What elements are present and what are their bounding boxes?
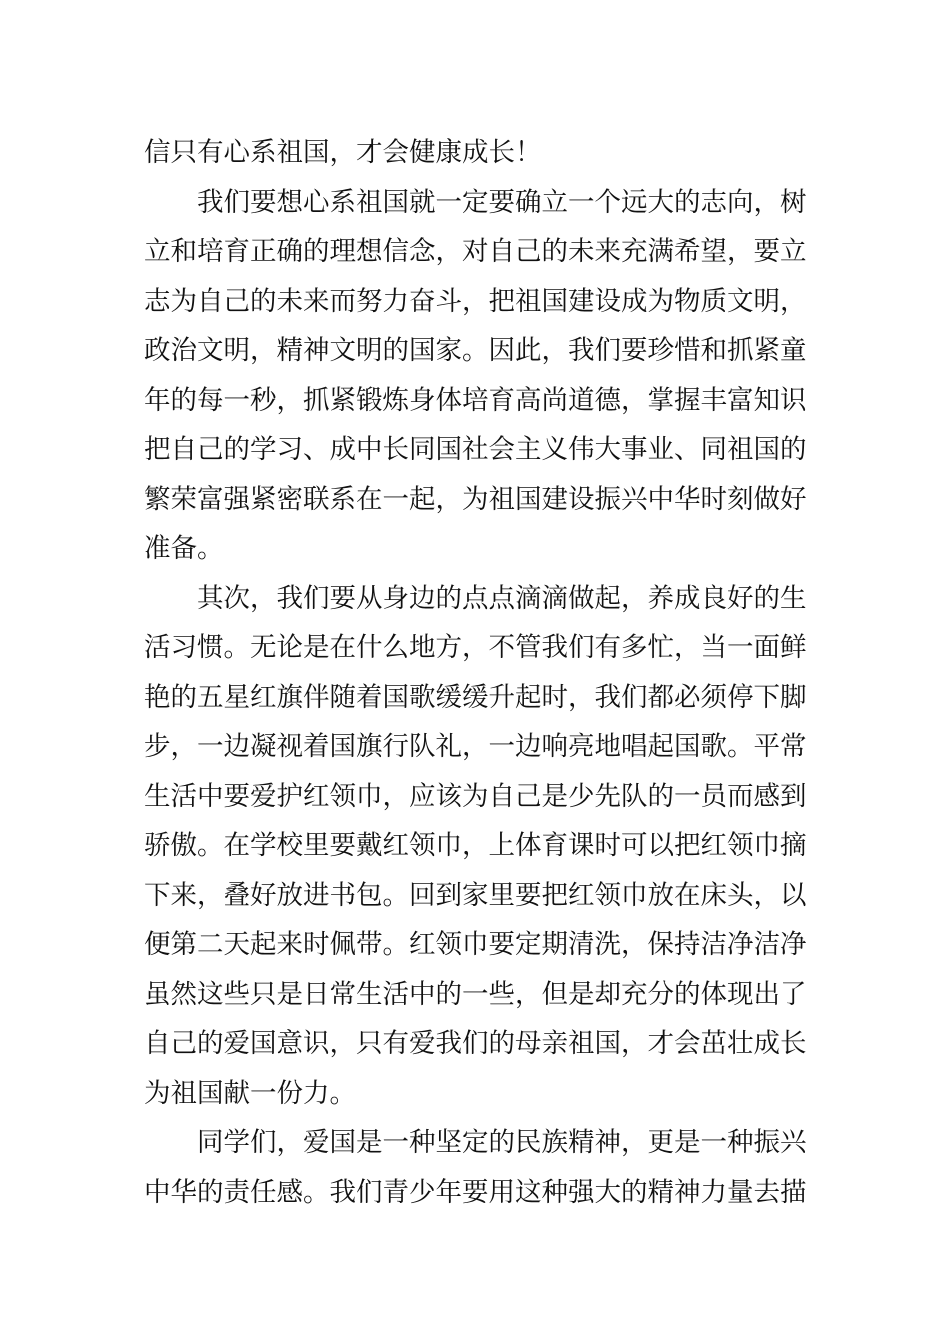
text-line: 立和培育正确的理想信念，对自己的未来充满希望，要立 <box>144 236 807 267</box>
text-line: 同学们，爱国是一种坚定的民族精神，更是一种振兴 <box>197 1127 807 1158</box>
text-line: 志为自己的未来而努力奋斗，把祖国建设成为物质文明， <box>144 285 807 317</box>
text-line: 准备。 <box>144 533 224 564</box>
text-line: 自己的爱国意识，只有爱我们的母亲祖国，才会茁壮成长 <box>144 1028 807 1059</box>
text-line: 其次，我们要从身边的点点滴滴做起，养成良好的生 <box>197 582 807 614</box>
paragraph-3 <box>144 574 808 1119</box>
document-body <box>144 128 808 1217</box>
text-line: 活习惯。无论是在什么地方，不管我们有多忙，当一面鲜 <box>144 632 807 663</box>
text-line: 年的每一秒，抓紧锻炼身体培育高尚道德，掌握丰富知识 <box>144 384 807 416</box>
text-line: 下来，叠好放进书包。回到家里要把红领巾放在床头，以 <box>144 879 807 911</box>
text-line: 步，一边凝视着国旗行队礼，一边响亮地唱起国歌。平常 <box>144 731 807 762</box>
text-line: 骄傲。在学校里要戴红领巾，上体育课时可以把红领巾摘 <box>144 830 807 861</box>
text-line: 艳的五星红旗伴随着国歌缓缓升起时，我们都必须停下脚 <box>144 681 807 713</box>
text-line: 政治文明，精神文明的国家。因此，我们要珍惜和抓紧童 <box>144 335 807 366</box>
text-line: 繁荣富强紧密联系在一起，为祖国建设振兴中华时刻做好 <box>144 483 807 515</box>
text-line: 生活中要爱护红领巾，应该为自己是少先队的一员而感到 <box>144 780 807 812</box>
text-line: 信只有心系祖国，才会健康成长！ <box>144 137 542 168</box>
text-line: 为祖国献一份力。 <box>144 1077 356 1109</box>
text-line: 便第二天起来时佩带。红领巾要定期清洗，保持洁净洁净 <box>144 929 807 960</box>
paragraph-2 <box>144 178 808 574</box>
paragraph-1 <box>144 128 808 178</box>
text-line: 把自己的学习、成中长同国社会主义伟大事业、同祖国的 <box>144 434 807 465</box>
text-line: 中华的责任感。我们青少年要用这种强大的精神力量去描 <box>144 1176 807 1208</box>
text-line: 我们要想心系祖国就一定要确立一个远大的志向，树 <box>197 186 807 218</box>
text-line: 虽然这些只是日常生活中的一些，但是却充分的体现出了 <box>144 978 807 1010</box>
paragraph-4 <box>144 1118 808 1217</box>
